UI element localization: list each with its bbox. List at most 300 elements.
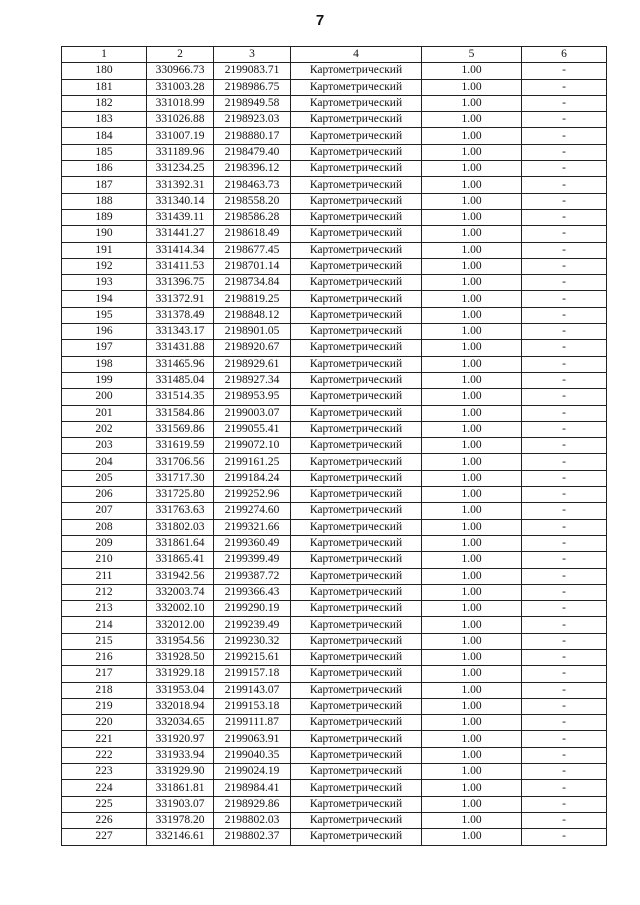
method-cell: Картометрический — [291, 193, 422, 209]
y-coordinate-cell: 2199055.41 — [214, 421, 291, 437]
accuracy-cell: 1.00 — [422, 601, 522, 617]
note-cell: - — [522, 584, 607, 600]
table-row — [62, 666, 607, 682]
method-cell: Картометрический — [291, 177, 422, 193]
x-coordinate-cell: 331929.90 — [147, 764, 214, 780]
table-row — [62, 291, 607, 307]
point-number-cell: 218 — [62, 682, 147, 698]
method-cell: Картометрический — [291, 812, 422, 828]
note-cell: - — [522, 389, 607, 405]
y-coordinate-cell: 2198677.45 — [214, 242, 291, 258]
table-row — [62, 226, 607, 242]
x-coordinate-cell: 332012.00 — [147, 617, 214, 633]
accuracy-cell: 1.00 — [422, 487, 522, 503]
accuracy-cell: 1.00 — [422, 161, 522, 177]
table-header-row — [62, 47, 607, 63]
note-cell: - — [522, 796, 607, 812]
note-cell: - — [522, 128, 607, 144]
x-coordinate-cell: 331465.96 — [147, 356, 214, 372]
method-cell: Картометрический — [291, 372, 422, 388]
note-cell: - — [522, 144, 607, 160]
note-cell: - — [522, 747, 607, 763]
point-number-cell: 199 — [62, 372, 147, 388]
method-cell: Картометрический — [291, 161, 422, 177]
method-cell: Картометрический — [291, 307, 422, 323]
point-number-cell: 201 — [62, 405, 147, 421]
x-coordinate-cell: 331933.94 — [147, 747, 214, 763]
accuracy-cell: 1.00 — [422, 780, 522, 796]
y-coordinate-cell: 2199399.49 — [214, 552, 291, 568]
y-coordinate-cell: 2198986.75 — [214, 79, 291, 95]
x-coordinate-cell: 331619.59 — [147, 438, 214, 454]
accuracy-cell: 1.00 — [422, 112, 522, 128]
point-number-cell: 186 — [62, 161, 147, 177]
accuracy-cell: 1.00 — [422, 209, 522, 225]
note-cell: - — [522, 340, 607, 356]
accuracy-cell: 1.00 — [422, 95, 522, 111]
x-coordinate-cell: 331441.27 — [147, 226, 214, 242]
note-cell: - — [522, 161, 607, 177]
accuracy-cell: 1.00 — [422, 552, 522, 568]
y-coordinate-cell: 2199063.91 — [214, 731, 291, 747]
column-header-4: 4 — [291, 47, 422, 63]
x-coordinate-cell: 331706.56 — [147, 454, 214, 470]
table-row — [62, 275, 607, 291]
y-coordinate-cell: 2199161.25 — [214, 454, 291, 470]
point-number-cell: 182 — [62, 95, 147, 111]
note-cell: - — [522, 454, 607, 470]
note-cell: - — [522, 633, 607, 649]
y-coordinate-cell: 2199230.32 — [214, 633, 291, 649]
point-number-cell: 212 — [62, 584, 147, 600]
page-number: 7 — [315, 12, 325, 29]
accuracy-cell: 1.00 — [422, 144, 522, 160]
accuracy-cell: 1.00 — [422, 682, 522, 698]
y-coordinate-cell: 2198949.58 — [214, 95, 291, 111]
accuracy-cell: 1.00 — [422, 307, 522, 323]
y-coordinate-cell: 2198734.84 — [214, 275, 291, 291]
x-coordinate-cell: 331396.75 — [147, 275, 214, 291]
point-number-cell: 215 — [62, 633, 147, 649]
point-number-cell: 191 — [62, 242, 147, 258]
note-cell: - — [522, 63, 607, 79]
point-number-cell: 223 — [62, 764, 147, 780]
note-cell: - — [522, 242, 607, 258]
note-cell: - — [522, 715, 607, 731]
note-cell: - — [522, 275, 607, 291]
x-coordinate-cell: 331569.86 — [147, 421, 214, 437]
table-row — [62, 144, 607, 160]
x-coordinate-cell: 331392.31 — [147, 177, 214, 193]
y-coordinate-cell: 2198920.67 — [214, 340, 291, 356]
accuracy-cell: 1.00 — [422, 242, 522, 258]
point-number-cell: 211 — [62, 568, 147, 584]
accuracy-cell: 1.00 — [422, 291, 522, 307]
method-cell: Картометрический — [291, 454, 422, 470]
table-row — [62, 649, 607, 665]
point-number-cell: 181 — [62, 79, 147, 95]
table-row — [62, 715, 607, 731]
note-cell: - — [522, 177, 607, 193]
accuracy-cell: 1.00 — [422, 764, 522, 780]
method-cell: Картометрический — [291, 144, 422, 160]
table-row — [62, 519, 607, 535]
column-header-1: 1 — [62, 47, 147, 63]
x-coordinate-cell: 332018.94 — [147, 698, 214, 714]
accuracy-cell: 1.00 — [422, 731, 522, 747]
note-cell: - — [522, 812, 607, 828]
x-coordinate-cell: 331234.25 — [147, 161, 214, 177]
x-coordinate-cell: 331439.11 — [147, 209, 214, 225]
method-cell: Картометрический — [291, 633, 422, 649]
x-coordinate-cell: 331929.18 — [147, 666, 214, 682]
y-coordinate-cell: 2199072.10 — [214, 438, 291, 454]
x-coordinate-cell: 331018.99 — [147, 95, 214, 111]
method-cell: Картометрический — [291, 242, 422, 258]
note-cell: - — [522, 307, 607, 323]
point-number-cell: 227 — [62, 829, 147, 845]
point-number-cell: 205 — [62, 470, 147, 486]
method-cell: Картометрический — [291, 324, 422, 340]
method-cell: Картометрический — [291, 649, 422, 665]
x-coordinate-cell: 331978.20 — [147, 812, 214, 828]
method-cell: Картометрический — [291, 601, 422, 617]
note-cell: - — [522, 649, 607, 665]
table-row — [62, 796, 607, 812]
x-coordinate-cell: 331802.03 — [147, 519, 214, 535]
point-number-cell: 210 — [62, 552, 147, 568]
point-number-cell: 196 — [62, 324, 147, 340]
accuracy-cell: 1.00 — [422, 829, 522, 845]
method-cell: Картометрический — [291, 95, 422, 111]
y-coordinate-cell: 2198929.86 — [214, 796, 291, 812]
method-cell: Картометрический — [291, 552, 422, 568]
note-cell: - — [522, 535, 607, 551]
x-coordinate-cell: 331485.04 — [147, 372, 214, 388]
accuracy-cell: 1.00 — [422, 63, 522, 79]
x-coordinate-cell: 332002.10 — [147, 601, 214, 617]
table-row — [62, 812, 607, 828]
table-row — [62, 503, 607, 519]
accuracy-cell: 1.00 — [422, 519, 522, 535]
accuracy-cell: 1.00 — [422, 421, 522, 437]
x-coordinate-cell: 331007.19 — [147, 128, 214, 144]
note-cell: - — [522, 112, 607, 128]
note-cell: - — [522, 682, 607, 698]
coordinates-table — [61, 46, 607, 846]
accuracy-cell: 1.00 — [422, 715, 522, 731]
note-cell: - — [522, 698, 607, 714]
x-coordinate-cell: 331514.35 — [147, 389, 214, 405]
y-coordinate-cell: 2198396.12 — [214, 161, 291, 177]
x-coordinate-cell: 332146.61 — [147, 829, 214, 845]
method-cell: Картометрический — [291, 470, 422, 486]
method-cell: Картометрический — [291, 487, 422, 503]
note-cell: - — [522, 568, 607, 584]
accuracy-cell: 1.00 — [422, 258, 522, 274]
y-coordinate-cell: 2199360.49 — [214, 535, 291, 551]
point-number-cell: 222 — [62, 747, 147, 763]
column-header-2: 2 — [147, 47, 214, 63]
y-coordinate-cell: 2198479.40 — [214, 144, 291, 160]
table-row — [62, 617, 607, 633]
note-cell: - — [522, 666, 607, 682]
accuracy-cell: 1.00 — [422, 503, 522, 519]
note-cell: - — [522, 356, 607, 372]
accuracy-cell: 1.00 — [422, 177, 522, 193]
table-row — [62, 601, 607, 617]
y-coordinate-cell: 2198618.49 — [214, 226, 291, 242]
method-cell: Картометрический — [291, 63, 422, 79]
method-cell: Картометрический — [291, 275, 422, 291]
point-number-cell: 180 — [62, 63, 147, 79]
accuracy-cell: 1.00 — [422, 535, 522, 551]
y-coordinate-cell: 2199184.24 — [214, 470, 291, 486]
method-cell: Картометрический — [291, 666, 422, 682]
point-number-cell: 220 — [62, 715, 147, 731]
table-row — [62, 470, 607, 486]
table-row — [62, 79, 607, 95]
table-row — [62, 95, 607, 111]
table-row — [62, 372, 607, 388]
y-coordinate-cell: 2199274.60 — [214, 503, 291, 519]
x-coordinate-cell: 331431.88 — [147, 340, 214, 356]
point-number-cell: 184 — [62, 128, 147, 144]
point-number-cell: 183 — [62, 112, 147, 128]
table-row — [62, 421, 607, 437]
point-number-cell: 221 — [62, 731, 147, 747]
note-cell: - — [522, 503, 607, 519]
note-cell: - — [522, 209, 607, 225]
x-coordinate-cell: 331861.81 — [147, 780, 214, 796]
y-coordinate-cell: 2198802.03 — [214, 812, 291, 828]
x-coordinate-cell: 330966.73 — [147, 63, 214, 79]
accuracy-cell: 1.00 — [422, 568, 522, 584]
method-cell: Картометрический — [291, 405, 422, 421]
note-cell: - — [522, 291, 607, 307]
y-coordinate-cell: 2199239.49 — [214, 617, 291, 633]
table-row — [62, 535, 607, 551]
method-cell: Картометрический — [291, 112, 422, 128]
note-cell: - — [522, 405, 607, 421]
x-coordinate-cell: 332003.74 — [147, 584, 214, 600]
note-cell: - — [522, 731, 607, 747]
accuracy-cell: 1.00 — [422, 747, 522, 763]
x-coordinate-cell: 331865.41 — [147, 552, 214, 568]
table-row — [62, 389, 607, 405]
y-coordinate-cell: 2198586.28 — [214, 209, 291, 225]
y-coordinate-cell: 2199003.07 — [214, 405, 291, 421]
table-row — [62, 568, 607, 584]
note-cell: - — [522, 79, 607, 95]
x-coordinate-cell: 331954.56 — [147, 633, 214, 649]
point-number-cell: 207 — [62, 503, 147, 519]
note-cell: - — [522, 487, 607, 503]
accuracy-cell: 1.00 — [422, 226, 522, 242]
note-cell: - — [522, 552, 607, 568]
method-cell: Картометрический — [291, 731, 422, 747]
note-cell: - — [522, 764, 607, 780]
x-coordinate-cell: 331920.97 — [147, 731, 214, 747]
x-coordinate-cell: 331026.88 — [147, 112, 214, 128]
table-row — [62, 487, 607, 503]
method-cell: Картометрический — [291, 438, 422, 454]
table-row — [62, 356, 607, 372]
method-cell: Картометрический — [291, 209, 422, 225]
table-row — [62, 161, 607, 177]
table-row — [62, 258, 607, 274]
accuracy-cell: 1.00 — [422, 438, 522, 454]
y-coordinate-cell: 2199024.19 — [214, 764, 291, 780]
accuracy-cell: 1.00 — [422, 796, 522, 812]
x-coordinate-cell: 331411.53 — [147, 258, 214, 274]
point-number-cell: 198 — [62, 356, 147, 372]
method-cell: Картометрический — [291, 519, 422, 535]
x-coordinate-cell: 331372.91 — [147, 291, 214, 307]
note-cell: - — [522, 780, 607, 796]
note-cell: - — [522, 421, 607, 437]
x-coordinate-cell: 331414.34 — [147, 242, 214, 258]
note-cell: - — [522, 226, 607, 242]
y-coordinate-cell: 2198929.61 — [214, 356, 291, 372]
accuracy-cell: 1.00 — [422, 340, 522, 356]
note-cell: - — [522, 372, 607, 388]
point-number-cell: 190 — [62, 226, 147, 242]
note-cell: - — [522, 258, 607, 274]
point-number-cell: 217 — [62, 666, 147, 682]
point-number-cell: 187 — [62, 177, 147, 193]
table-row — [62, 63, 607, 79]
accuracy-cell: 1.00 — [422, 698, 522, 714]
method-cell: Картометрический — [291, 796, 422, 812]
y-coordinate-cell: 2198558.20 — [214, 193, 291, 209]
method-cell: Картометрический — [291, 389, 422, 405]
note-cell: - — [522, 519, 607, 535]
accuracy-cell: 1.00 — [422, 584, 522, 600]
table-row — [62, 633, 607, 649]
y-coordinate-cell: 2199321.66 — [214, 519, 291, 535]
table-row — [62, 112, 607, 128]
accuracy-cell: 1.00 — [422, 324, 522, 340]
accuracy-cell: 1.00 — [422, 649, 522, 665]
accuracy-cell: 1.00 — [422, 454, 522, 470]
table-row — [62, 340, 607, 356]
point-number-cell: 192 — [62, 258, 147, 274]
table-row — [62, 780, 607, 796]
y-coordinate-cell: 2199387.72 — [214, 568, 291, 584]
y-coordinate-cell: 2199083.71 — [214, 63, 291, 79]
method-cell: Картометрический — [291, 128, 422, 144]
point-number-cell: 203 — [62, 438, 147, 454]
table-row — [62, 324, 607, 340]
point-number-cell: 224 — [62, 780, 147, 796]
y-coordinate-cell: 2198880.17 — [214, 128, 291, 144]
note-cell: - — [522, 601, 607, 617]
y-coordinate-cell: 2198901.05 — [214, 324, 291, 340]
point-number-cell: 193 — [62, 275, 147, 291]
accuracy-cell: 1.00 — [422, 372, 522, 388]
x-coordinate-cell: 331903.07 — [147, 796, 214, 812]
point-number-cell: 188 — [62, 193, 147, 209]
y-coordinate-cell: 2199040.35 — [214, 747, 291, 763]
x-coordinate-cell: 331953.04 — [147, 682, 214, 698]
table-row — [62, 552, 607, 568]
note-cell: - — [522, 193, 607, 209]
y-coordinate-cell: 2199366.43 — [214, 584, 291, 600]
accuracy-cell: 1.00 — [422, 128, 522, 144]
accuracy-cell: 1.00 — [422, 275, 522, 291]
table-row — [62, 307, 607, 323]
point-number-cell: 214 — [62, 617, 147, 633]
method-cell: Картометрический — [291, 698, 422, 714]
method-cell: Картометрический — [291, 503, 422, 519]
y-coordinate-cell: 2199252.96 — [214, 487, 291, 503]
x-coordinate-cell: 331340.14 — [147, 193, 214, 209]
y-coordinate-cell: 2198802.37 — [214, 829, 291, 845]
point-number-cell: 185 — [62, 144, 147, 160]
method-cell: Картометрический — [291, 715, 422, 731]
note-cell: - — [522, 829, 607, 845]
point-number-cell: 197 — [62, 340, 147, 356]
x-coordinate-cell: 331378.49 — [147, 307, 214, 323]
table-row — [62, 454, 607, 470]
method-cell: Картометрический — [291, 617, 422, 633]
y-coordinate-cell: 2198701.14 — [214, 258, 291, 274]
method-cell: Картометрический — [291, 764, 422, 780]
table-row — [62, 177, 607, 193]
method-cell: Картометрический — [291, 829, 422, 845]
table-row — [62, 128, 607, 144]
x-coordinate-cell: 331725.80 — [147, 487, 214, 503]
note-cell: - — [522, 438, 607, 454]
accuracy-cell: 1.00 — [422, 633, 522, 649]
x-coordinate-cell: 331584.86 — [147, 405, 214, 421]
column-header-5: 5 — [422, 47, 522, 63]
table-row — [62, 209, 607, 225]
method-cell: Картометрический — [291, 258, 422, 274]
y-coordinate-cell: 2198463.73 — [214, 177, 291, 193]
x-coordinate-cell: 331717.30 — [147, 470, 214, 486]
method-cell: Картометрический — [291, 291, 422, 307]
table-row — [62, 405, 607, 421]
point-number-cell: 194 — [62, 291, 147, 307]
method-cell: Картометрический — [291, 535, 422, 551]
point-number-cell: 206 — [62, 487, 147, 503]
y-coordinate-cell: 2198927.34 — [214, 372, 291, 388]
x-coordinate-cell: 332034.65 — [147, 715, 214, 731]
method-cell: Картометрический — [291, 780, 422, 796]
x-coordinate-cell: 331763.63 — [147, 503, 214, 519]
point-number-cell: 208 — [62, 519, 147, 535]
y-coordinate-cell: 2198984.41 — [214, 780, 291, 796]
column-header-3: 3 — [214, 47, 291, 63]
accuracy-cell: 1.00 — [422, 812, 522, 828]
method-cell: Картометрический — [291, 421, 422, 437]
accuracy-cell: 1.00 — [422, 193, 522, 209]
table-row — [62, 584, 607, 600]
y-coordinate-cell: 2198848.12 — [214, 307, 291, 323]
accuracy-cell: 1.00 — [422, 356, 522, 372]
y-coordinate-cell: 2198953.95 — [214, 389, 291, 405]
method-cell: Картометрический — [291, 340, 422, 356]
y-coordinate-cell: 2198923.03 — [214, 112, 291, 128]
x-coordinate-cell: 331861.64 — [147, 535, 214, 551]
table-row — [62, 764, 607, 780]
point-number-cell: 219 — [62, 698, 147, 714]
method-cell: Картометрический — [291, 226, 422, 242]
point-number-cell: 226 — [62, 812, 147, 828]
point-number-cell: 200 — [62, 389, 147, 405]
